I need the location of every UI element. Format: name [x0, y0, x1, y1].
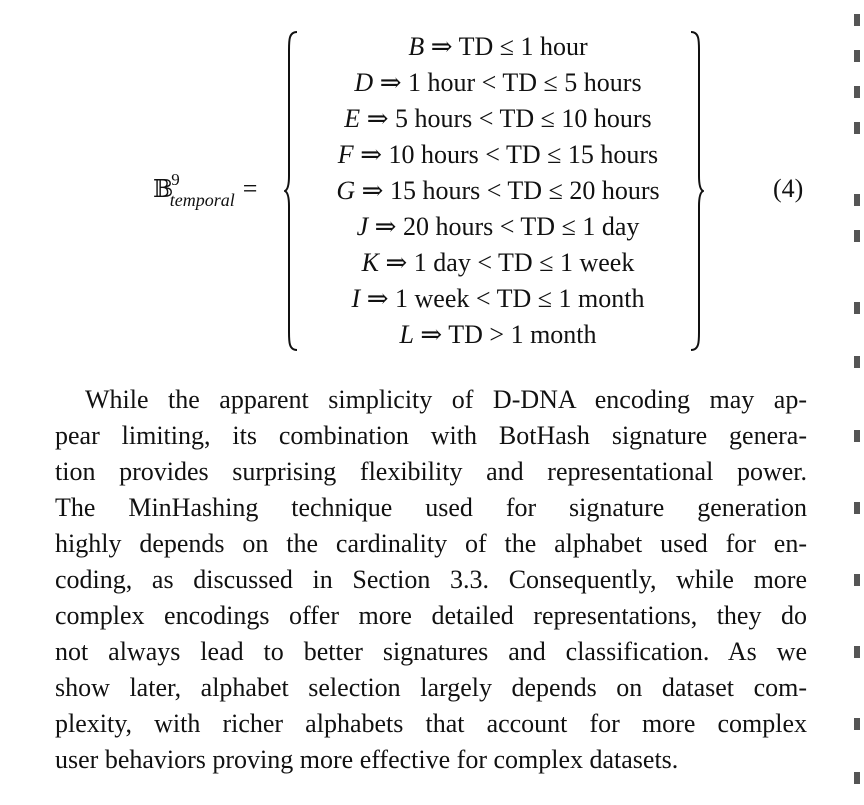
- paragraph-line: complex encodings offer more detailed representations, they do: [55, 601, 807, 630]
- case-row: F ⇒ 10 hours < TD ≤ 15 hours: [337, 140, 659, 169]
- paragraph-line: plexity, with richer alphabets that account for more complex: [55, 709, 807, 738]
- paragraph-line: coding, as discussed in Section 3.3. Consequently, while more: [55, 565, 807, 594]
- paragraph-line: show later, alphabet selection largely depends on dataset com-: [55, 673, 807, 702]
- blackboard-b-symbol: 𝔹: [153, 175, 174, 203]
- equals-sign: =: [242, 174, 258, 203]
- left-brace-icon: [284, 30, 298, 352]
- paragraph-line: tion provides surprising flexibility and representational power.: [55, 457, 807, 486]
- body-paragraph: [55, 382, 807, 778]
- case-row: K ⇒ 1 day < TD ≤ 1 week: [361, 248, 635, 277]
- cases-block: [300, 29, 696, 353]
- case-row: B ⇒ TD ≤ 1 hour: [408, 32, 588, 61]
- lhs-superscript: 9: [171, 170, 180, 189]
- paragraph-line: user behaviors proving more effective for complex datasets.: [55, 745, 679, 774]
- adjacent-column-edge: [854, 0, 864, 805]
- paragraph-line: not always lead to better signatures and classification. As we: [55, 637, 807, 666]
- case-row: G ⇒ 15 hours < TD ≤ 20 hours: [336, 176, 660, 205]
- lhs-subscript: temporal: [169, 190, 235, 210]
- paragraph-line: While the apparent simplicity of D-DNA encoding may ap-: [85, 385, 807, 414]
- case-row: E ⇒ 5 hours < TD ≤ 10 hours: [344, 104, 652, 133]
- equation-number: (4): [773, 174, 804, 203]
- paragraph-line: The MinHashing technique used for signature generation: [55, 493, 807, 522]
- case-row: L ⇒ TD > 1 month: [399, 320, 597, 349]
- equation-lhs: [153, 170, 258, 210]
- equation-4: [0, 0, 864, 370]
- paragraph-line: highly depends on the cardinality of the alphabet used for en-: [55, 529, 807, 558]
- case-row: J ⇒ 20 hours < TD ≤ 1 day: [356, 212, 640, 241]
- case-row: I ⇒ 1 week < TD ≤ 1 month: [351, 284, 645, 313]
- right-brace-icon: [690, 30, 704, 352]
- paragraph-line: pear limiting, its combination with BotHash signature genera-: [55, 421, 807, 450]
- case-row: D ⇒ 1 hour < TD ≤ 5 hours: [354, 68, 642, 97]
